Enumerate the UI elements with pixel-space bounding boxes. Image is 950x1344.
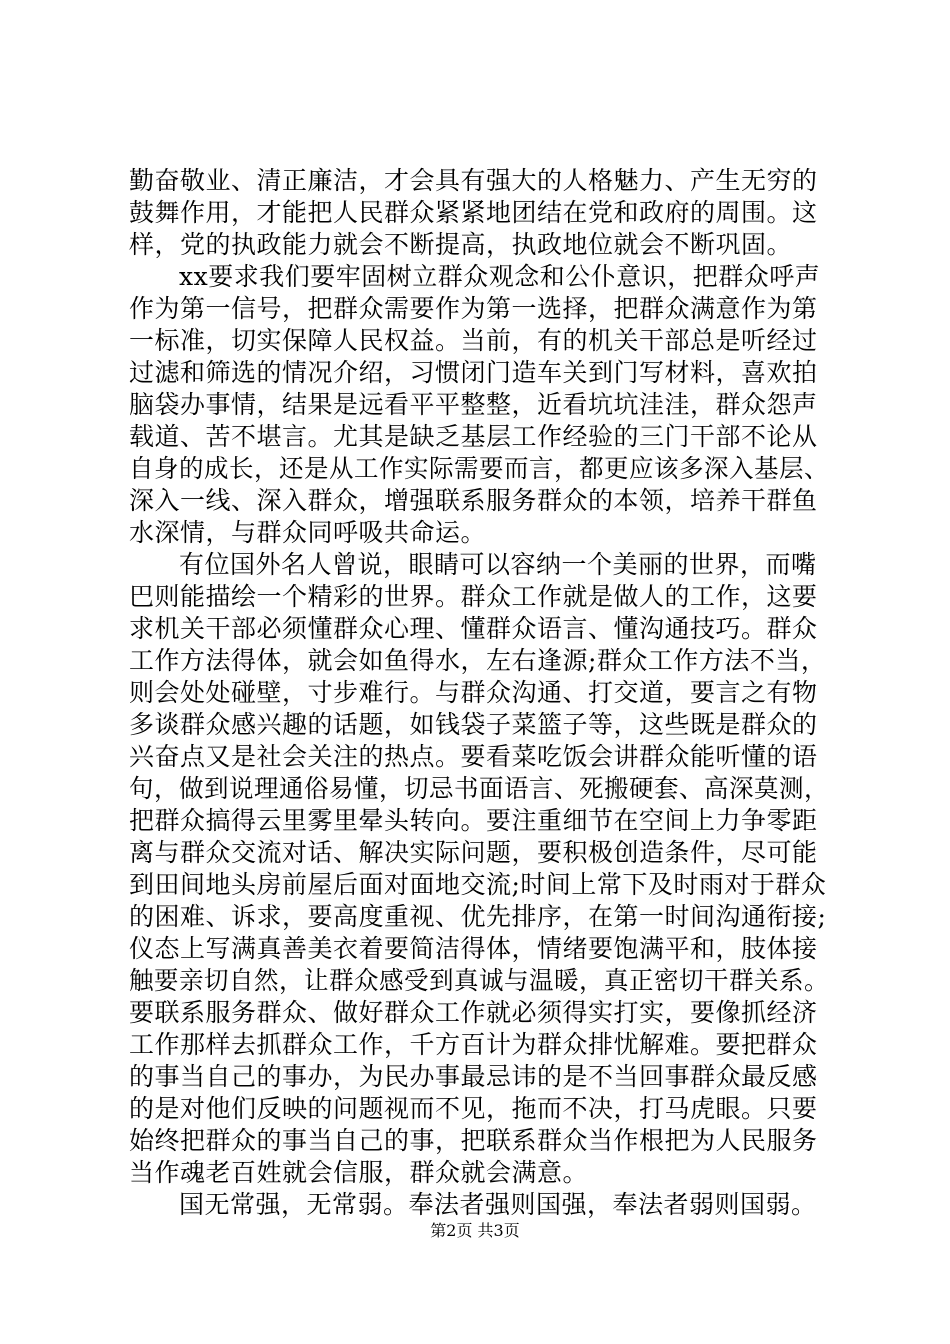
paragraph-start-line: xx要求我们要牢固树立群众观念和公仆意识，把群众呼声 (179, 262, 821, 291)
text-line: 把群众搞得云里雾里晕头转向。要注重细节在空间上力争零距 (129, 806, 818, 835)
text-line: 一标准，切实保障人民权益。当前，有的机关干部总是听经过 (129, 326, 818, 355)
text-line: 的困难、诉求，要高度重视、优先排序，在第一时间沟通衔接; (129, 902, 827, 931)
text-line: 巴则能描绘一个精彩的世界。群众工作就是做人的工作，这要 (129, 582, 818, 611)
text-line: 到田间地头房前屋后面对面地交流;时间上常下及时雨对于群众 (129, 870, 827, 899)
text-line: 多谈群众感兴趣的话题，如钱袋子菜篮子等，这些既是群众的 (129, 710, 818, 739)
text-line: 样，党的执政能力就会不断提高，执政地位就会不断巩固。 (129, 230, 793, 259)
text-line: 要联系服务群众、做好群众工作就必须得实打实，要像抓经济 (129, 998, 818, 1027)
text-line: 的事当自己的事办，为民办事最忌讳的是不当回事群众最反感 (129, 1062, 818, 1091)
text-line: 自身的成长，还是从工作实际需要而言，都更应该多深入基层、 (129, 454, 830, 483)
text-line: 则会处处碰壁，寸步难行。与群众沟通、打交道，要言之有物 (129, 678, 818, 707)
text-line: 作为第一信号，把群众需要作为第一选择，把群众满意作为第 (129, 294, 818, 323)
text-line: 过滤和筛选的情况介绍，习惯闭门造车关到门写材料，喜欢拍 (129, 358, 818, 387)
text-line: 水深情，与群众同呼吸共命运。 (129, 518, 487, 547)
text-line: 工作那样去抓群众工作，千方百计为群众排忧解难。要把群众 (129, 1030, 818, 1059)
text-line: 触要亲切自然，让群众感受到真诚与温暖，真正密切干群关系。 (129, 966, 830, 995)
text-line: 深入一线、深入群众，增强联系服务群众的本领，培养干群鱼 (129, 486, 818, 515)
paragraph-start-line: 有位国外名人曾说，眼睛可以容纳一个美丽的世界，而嘴 (179, 550, 817, 579)
text-line: 仪态上写满真善美衣着要简洁得体，情绪要饱满平和，肢体接 (129, 934, 818, 963)
text-line: 始终把群众的事当自己的事，把联系群众当作根把为人民服务 (129, 1126, 818, 1155)
document-body (129, 165, 829, 1221)
text-line: 兴奋点又是社会关注的热点。要看菜吃饭会讲群众能听懂的语 (129, 742, 818, 771)
text-line: 的是对他们反映的问题视而不见，拖而不决，打马虎眼。只要 (129, 1094, 818, 1123)
text-line: 载道、苦不堪言。尤其是缺乏基层工作经验的三门干部不论从 (129, 422, 818, 451)
text-line: 离与群众交流对话、解决实际问题，要积极创造条件，尽可能 (129, 838, 818, 867)
text-line: 当作魂老百姓就会信服，群众就会满意。 (129, 1158, 589, 1187)
text-line: 鼓舞作用，才能把人民群众紧紧地团结在党和政府的周围。这 (129, 198, 818, 227)
text-line: 句，做到说理通俗易懂，切忌书面语言、死搬硬套、高深莫测， (129, 774, 830, 803)
text-line: 脑袋办事情，结果是远看平平整整，近看坑坑洼洼，群众怨声 (129, 390, 818, 419)
text-line: 求机关干部必须懂群众心理、懂群众语言、懂沟通技巧。群众 (129, 614, 818, 643)
text-line: 工作方法得体，就会如鱼得水，左右逢源;群众工作方法不当， (129, 646, 827, 675)
text-line: 勤奋敬业、清正廉洁，才会具有强大的人格魅力、产生无穷的 (129, 166, 818, 195)
page-footer: 第2页 共3页 (430, 1221, 520, 1240)
paragraph-start-line: 国无常强，无常弱。奉法者强则国强，奉法者弱则国弱。 (179, 1190, 817, 1219)
